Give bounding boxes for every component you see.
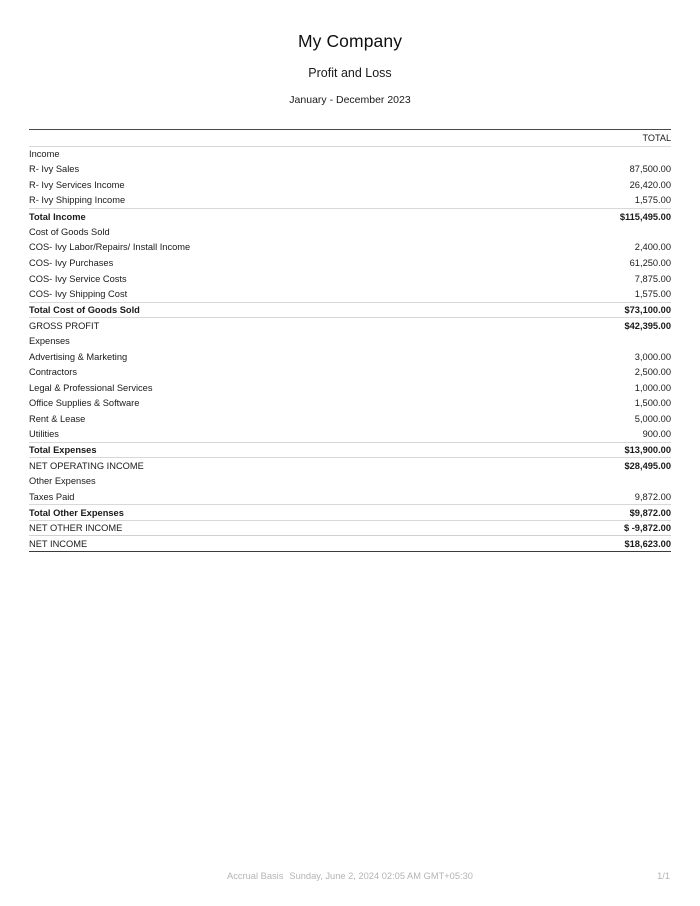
report-period: January - December 2023 xyxy=(289,94,411,106)
section-heading-cost-of-goods-sold xyxy=(29,224,671,240)
footer-meta xyxy=(29,871,671,881)
total-row-other-expenses xyxy=(29,505,671,521)
summary-label: GROSS PROFIT xyxy=(29,318,549,334)
line-item-value: 26,420.00 xyxy=(629,180,671,191)
section-heading-label: Income xyxy=(29,146,549,162)
table-row xyxy=(29,162,671,178)
line-item-label: COS- Ivy Labor/Repairs/ Install Income xyxy=(29,242,191,253)
total-value: $9,872.00 xyxy=(549,505,671,521)
footer-timestamp: Sunday, June 2, 2024 02:05 AM GMT+05:30 xyxy=(289,871,473,881)
table-row xyxy=(29,255,671,271)
line-item-value: 1,500.00 xyxy=(634,398,671,409)
total-value: $13,900.00 xyxy=(549,442,671,458)
column-header-total: TOTAL xyxy=(549,129,671,146)
section-heading-label: Cost of Goods Sold xyxy=(29,226,110,237)
section-heading-value xyxy=(549,224,671,240)
section-heading-value xyxy=(549,474,671,490)
line-item-label: Taxes Paid xyxy=(29,491,75,502)
summary-value: $ -9,872.00 xyxy=(549,520,671,536)
report-title: Profit and Loss xyxy=(308,66,392,80)
total-label: Total Income xyxy=(29,208,549,224)
table-header-row xyxy=(29,129,671,146)
total-label: Total Other Expenses xyxy=(29,505,549,521)
table-row xyxy=(29,364,671,380)
line-item-value: 2,500.00 xyxy=(634,367,671,378)
total-row-income xyxy=(29,208,671,224)
line-item-value: 61,250.00 xyxy=(629,258,671,269)
table-row xyxy=(29,380,671,396)
total-value: $115,495.00 xyxy=(549,208,671,224)
line-item-label: Contractors xyxy=(29,367,78,378)
line-item-value: 87,500.00 xyxy=(629,164,671,175)
line-item-label: Advertising & Marketing xyxy=(29,351,128,362)
table-row xyxy=(29,427,671,443)
total-value: $73,100.00 xyxy=(549,302,671,318)
report-header xyxy=(0,0,700,107)
footer-page-number: 1/1 xyxy=(657,871,670,881)
summary-value: $42,395.00 xyxy=(549,318,671,334)
section-heading-label: Expenses xyxy=(29,336,70,347)
company-name: My Company xyxy=(297,31,403,51)
section-heading-other-expenses xyxy=(29,474,671,490)
total-row-cost-of-goods-sold xyxy=(29,302,671,318)
line-item-value: 2,400.00 xyxy=(634,242,671,253)
line-item-value: 7,875.00 xyxy=(634,273,671,284)
section-heading-income xyxy=(29,146,671,162)
line-item-value: 9,872.00 xyxy=(634,491,671,502)
line-item-value: 1,575.00 xyxy=(634,195,671,206)
line-item-value: 1,575.00 xyxy=(634,288,671,299)
table-row xyxy=(29,271,671,287)
line-item-label: Rent & Lease xyxy=(29,413,86,424)
table-row xyxy=(29,396,671,412)
line-item-value: 1,000.00 xyxy=(634,382,671,393)
total-label: Total Cost of Goods Sold xyxy=(29,302,549,318)
line-item-label: R- Ivy Shipping Income xyxy=(29,195,126,206)
line-item-label: COS- Ivy Purchases xyxy=(29,258,114,269)
table-row xyxy=(29,177,671,193)
line-item-label: Office Supplies & Software xyxy=(29,398,140,409)
total-row-expenses xyxy=(29,442,671,458)
table-row xyxy=(29,489,671,505)
report-footer xyxy=(29,871,671,887)
summary-row-net-operating-income xyxy=(29,458,671,474)
summary-row-gross-profit xyxy=(29,318,671,334)
line-item-label: Legal & Professional Services xyxy=(29,382,153,393)
summary-value: $18,623.00 xyxy=(549,536,671,552)
line-item-label: COS- Ivy Shipping Cost xyxy=(29,288,128,299)
summary-label: NET INCOME xyxy=(29,536,549,552)
summary-value: $28,495.00 xyxy=(549,458,671,474)
summary-row-net-other-income xyxy=(29,520,671,536)
summary-row-net-income xyxy=(29,536,671,552)
profit-and-loss-table xyxy=(29,129,671,552)
table-header-blank xyxy=(29,129,549,146)
line-item-label: R- Ivy Services Income xyxy=(29,180,125,191)
table-row xyxy=(29,286,671,302)
table-row xyxy=(29,411,671,427)
section-heading-label: Other Expenses xyxy=(29,476,96,487)
section-heading-value xyxy=(549,333,671,349)
table-row xyxy=(29,193,671,209)
summary-label: NET OTHER INCOME xyxy=(29,520,549,536)
line-item-value: 900.00 xyxy=(642,429,671,440)
line-item-label: R- Ivy Sales xyxy=(29,164,80,175)
total-label: Total Expenses xyxy=(29,442,549,458)
table-row xyxy=(29,349,671,365)
line-item-value: 3,000.00 xyxy=(634,351,671,362)
table-row xyxy=(29,240,671,256)
line-item-value: 5,000.00 xyxy=(634,413,671,424)
section-heading-value xyxy=(549,146,671,162)
line-item-label: COS- Ivy Service Costs xyxy=(29,273,127,284)
footer-accounting-basis: Accrual Basis xyxy=(227,871,284,881)
section-heading-expenses xyxy=(29,333,671,349)
line-item-label: Utilities xyxy=(29,429,59,440)
summary-label: NET OPERATING INCOME xyxy=(29,458,549,474)
